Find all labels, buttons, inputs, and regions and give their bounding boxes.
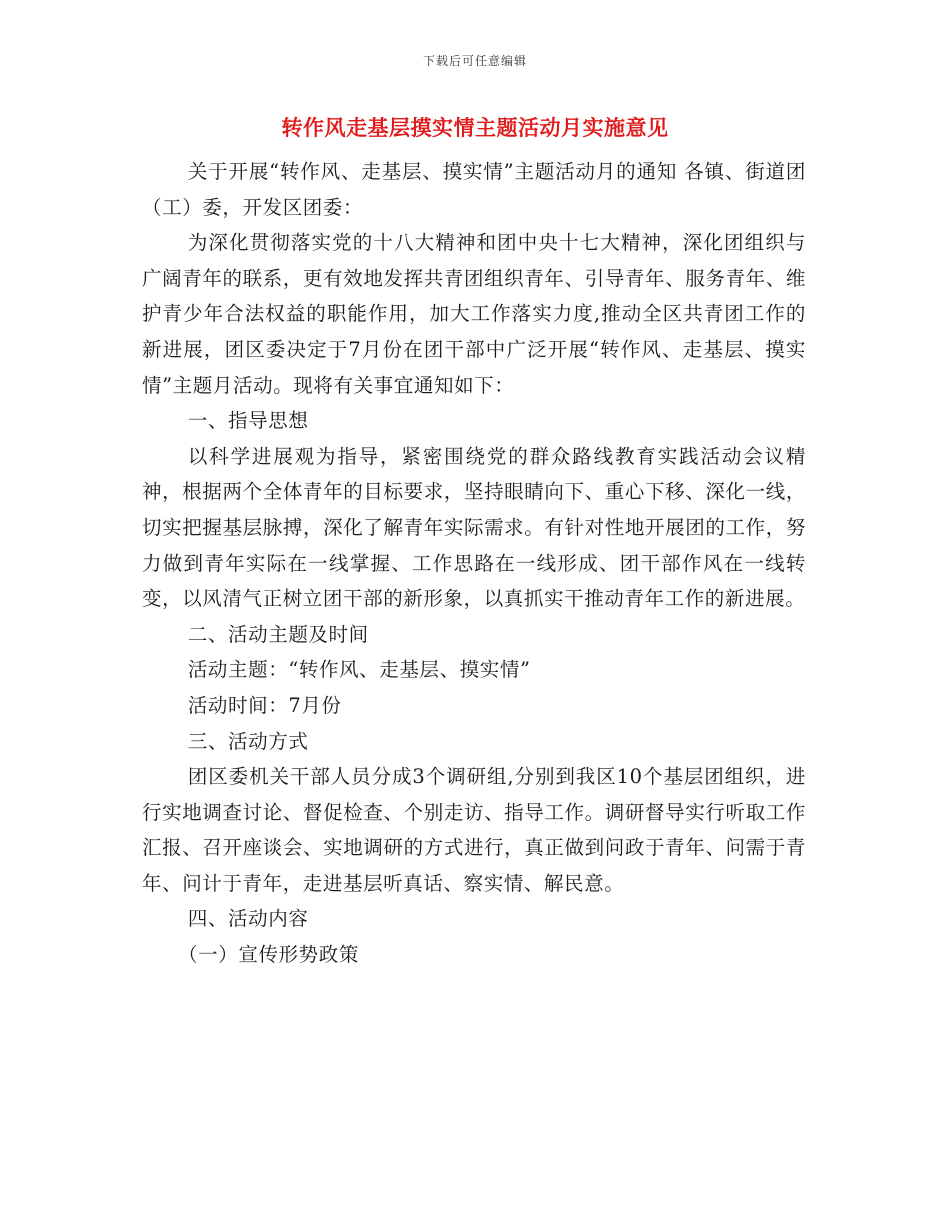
section-heading-theme-and-time: 二、活动主题及时间 — [187, 622, 369, 646]
subsection-heading-policy-promotion: （一）宣传形势政策 — [178, 943, 359, 967]
paragraph-activity-method: 团区委机关干部人员分成3个调研组,分别到我区10个基层团组织，进行实地调查讨论、督促检查、个别走访、指导工作。调研督导实行听取工作汇报、召开座谈会、实地调研的方式进行，真正做到问政于青年、问需于青年、问计于青年，走进基层听真话、察实情、解民意。 — [142, 765, 806, 895]
document-title: 转作风走基层摸实情主题活动月实施意见 — [281, 115, 669, 140]
document-body — [142, 154, 806, 973]
paragraph-purpose: 为深化贯彻落实党的十八大精神和团中央十七大精神，深化团组织与广阔青年的联系，更有效地发挥共青团组织青年、引导青年、服务青年、维护青少年合法权益的职能作用，加大工作落实力度,推动全区共青团工作的新进展，团区委决定于7月份在团干部中广泛开展“转作风、走基层、摸实情”主题月活动。现将有关事宜通知如下： — [142, 231, 806, 397]
page-header-note: 下载后可任意编辑 — [422, 54, 527, 68]
paragraph-activity-time: 活动时间：7月份 — [187, 693, 342, 717]
section-heading-activity-content: 四、活动内容 — [187, 907, 309, 931]
paragraph-notice-intro: 关于开展“转作风、走基层、摸实情”主题活动月的通知 各镇、街道团（工）委，开发区团委： — [142, 160, 806, 219]
section-heading-guiding-thought: 一、指导思想 — [187, 409, 309, 433]
paragraph-guiding-thought: 以科学进展观为指导，紧密围绕党的群众路线教育实践活动会议精神，根据两个全体青年的目标要求，坚持眼睛向下、重心下移、深化一线，切实把握基层脉搏，深化了解青年实际需求。有针对性地开展团的工作，努力做到青年实际在一线掌握、工作思路在一线形成、团干部作风在一线转变，以风清气正树立团干部的新形象，以真抓实干推动青年工作的新进展。 — [142, 444, 806, 611]
paragraph-activity-theme: 活动主题：“转作风、走基层、摸实情” — [187, 658, 531, 682]
section-heading-activity-method: 三、活动方式 — [187, 729, 309, 753]
